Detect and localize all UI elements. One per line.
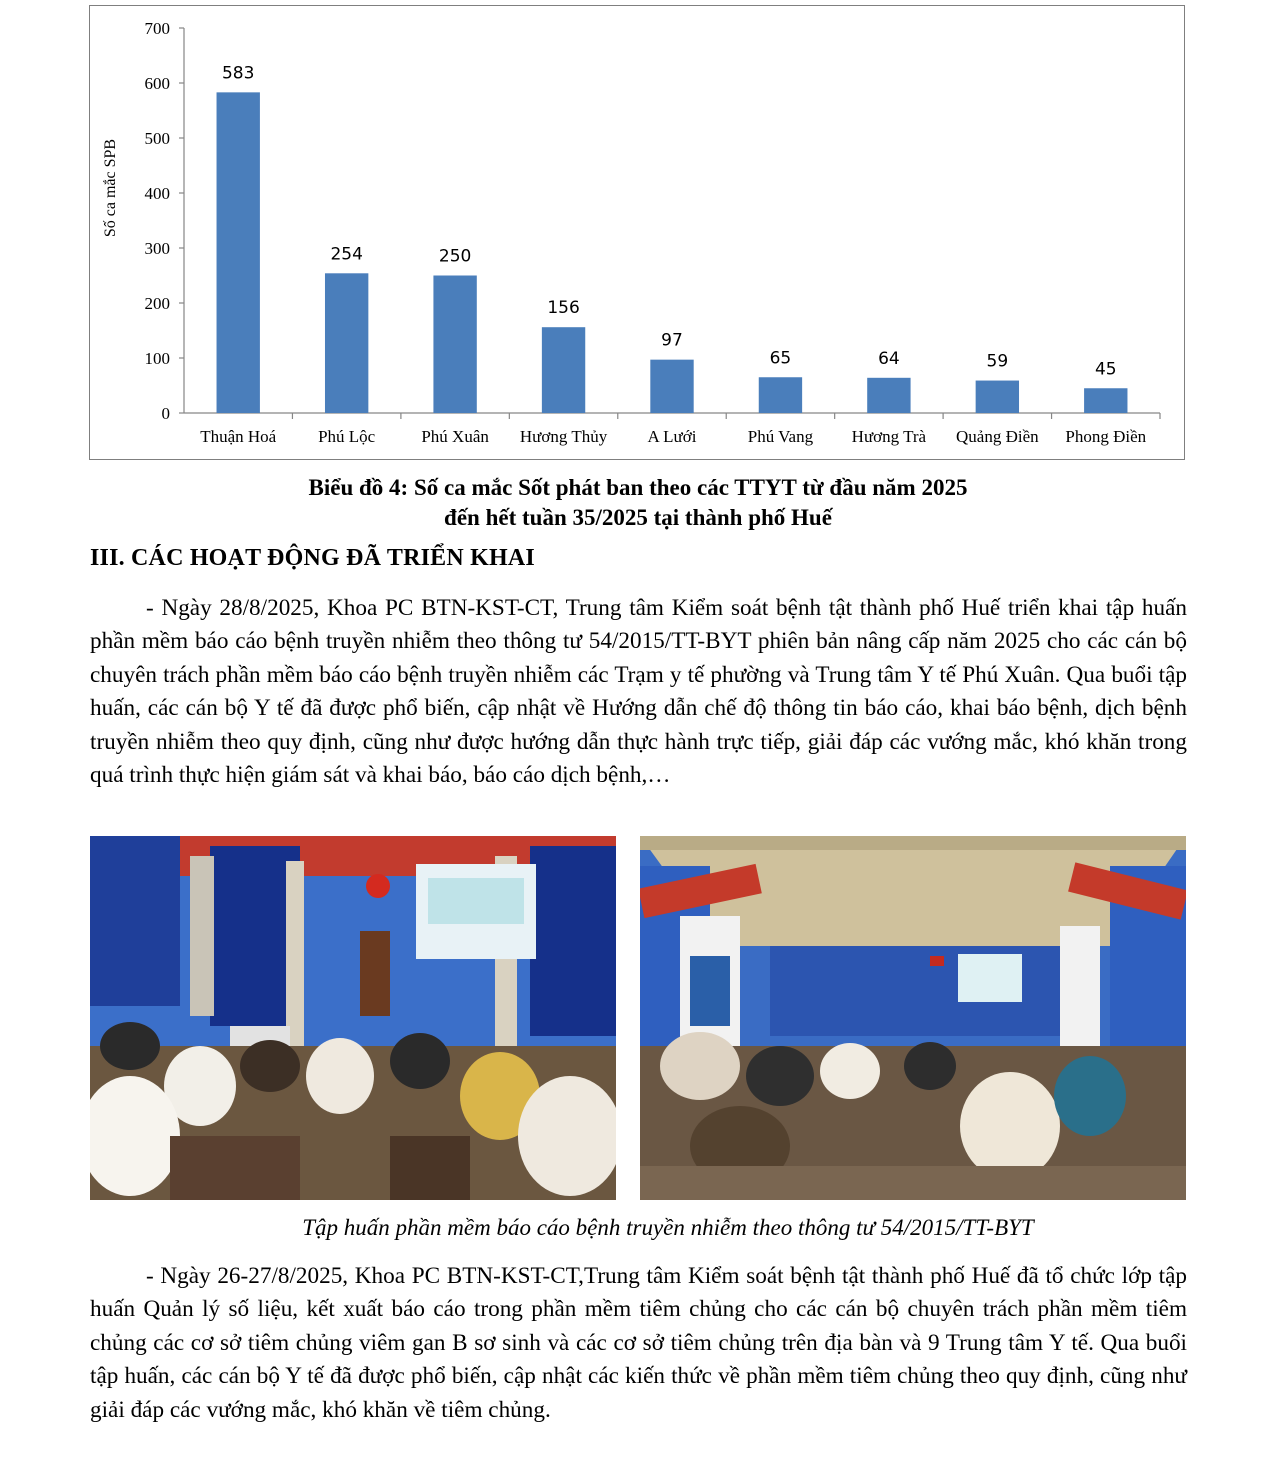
data-label: 45 [1094,359,1117,380]
category-label: Hương Trà [851,427,927,446]
y-tick-label: 300 [144,239,170,258]
bar [867,378,910,413]
bar [433,276,476,414]
training-photo-1 [90,836,616,1200]
paragraph-1 [90,592,1187,792]
chart-caption-line2: đến hết tuần 35/2025 tại thành phố Huế [444,505,832,530]
y-tick-label: 600 [144,74,170,93]
category-label: Phú Lộc [318,427,376,446]
data-label: 583 [221,63,255,84]
y-tick-label: 700 [144,19,170,38]
bar [1084,388,1127,413]
paragraph-1-text: - Ngày 28/8/2025, Khoa PC BTN-KST-CT, Trung tâm Kiểm soát bệnh tật thành phố Huế triển khai tập huấn phần mềm báo cáo bệnh truyền nhiễm theo thông tư 54/2015/TT-BYT phiên bản nâng cấp năm 2025 cho các cán bộ chuyên trách phần mềm báo cáo bệnh truyền nhiễm các Trạm y tế phường và Trung tâm Y tế Phú Xuân. Qua buổi tập huấn, các cán bộ Y tế đã được phổ biến, cập nhật về Hướng dẫn chế độ thông tin báo cáo, khai báo bệnh, dịch bệnh truyền nhiễm theo quy định, cũng như được hướng dẫn thực hành trực tiếp, giải đáp các vướng mắc, khó khăn trong quá trình thực hiện giám sát và khai báo, báo cáo dịch bệnh,… [90,595,1187,789]
data-label: 250 [438,246,472,267]
y-tick-label: 200 [144,294,170,313]
bar-chart [89,5,1185,460]
category-label: Phú Vang [747,427,814,446]
data-label: 64 [878,348,900,369]
y-tick-label: 0 [161,404,170,423]
y-tick-label: 400 [144,184,170,203]
data-label: 254 [330,244,363,265]
y-tick-label: 100 [144,349,170,368]
y-axis-label: Số ca mắc SPB [102,138,119,238]
bar [759,377,802,413]
paragraph-2-text: - Ngày 26-27/8/2025, Khoa PC BTN-KST-CT,Trung tâm Kiểm soát bệnh tật thành phố Huế đã tổ chức lớp tập huấn Quản lý số liệu, kết xuất báo cáo trong phần mềm tiêm chủng cho các cán bộ chuyên trách phần mềm tiêm chủng các cơ sở tiêm chủng viêm gan B sơ sinh và các cơ sở tiêm chủng trên địa bàn và 9 Trung tâm Y tế. Qua buổi tập huấn, các cán bộ Y tế đã được phổ biến, cập nhật các kiến thức về phần mềm tiêm chủng theo quy định, cũng như giải đáp các vướng mắc, khó khăn về tiêm chủng. [90,1263,1187,1423]
bar [325,273,368,413]
category-label: Phú Xuân [421,427,489,446]
y-tick-label: 500 [144,129,170,148]
bar [217,92,260,413]
bar [976,381,1019,413]
category-label: Hương Thủy [519,427,608,446]
data-label: 65 [769,348,792,369]
category-label: Phong Điền [1065,427,1147,446]
data-label: 97 [661,330,683,351]
data-label: 156 [547,298,580,319]
bar [542,327,585,413]
data-label: 59 [986,351,1009,372]
chart-caption-line1: Biểu đồ 4: Số ca mắc Sốt phát ban theo các TTYT từ đầu năm 2025 [308,475,968,500]
bar-chart-svg [90,6,1186,461]
paragraph-2 [90,1260,1187,1427]
training-photo-2 [640,836,1186,1200]
section-heading: III. CÁC HOẠT ĐỘNG ĐÃ TRIỂN KHAI [90,545,535,571]
photo-caption: Tập huấn phần mềm báo cáo bệnh truyền nhiễm theo thông tư 54/2015/TT-BYT [302,1215,1034,1240]
category-label: Quảng Điền [956,427,1039,446]
category-label: Thuận Hoá [200,427,277,446]
category-label: A Lưới [647,427,697,446]
bar [650,360,693,413]
